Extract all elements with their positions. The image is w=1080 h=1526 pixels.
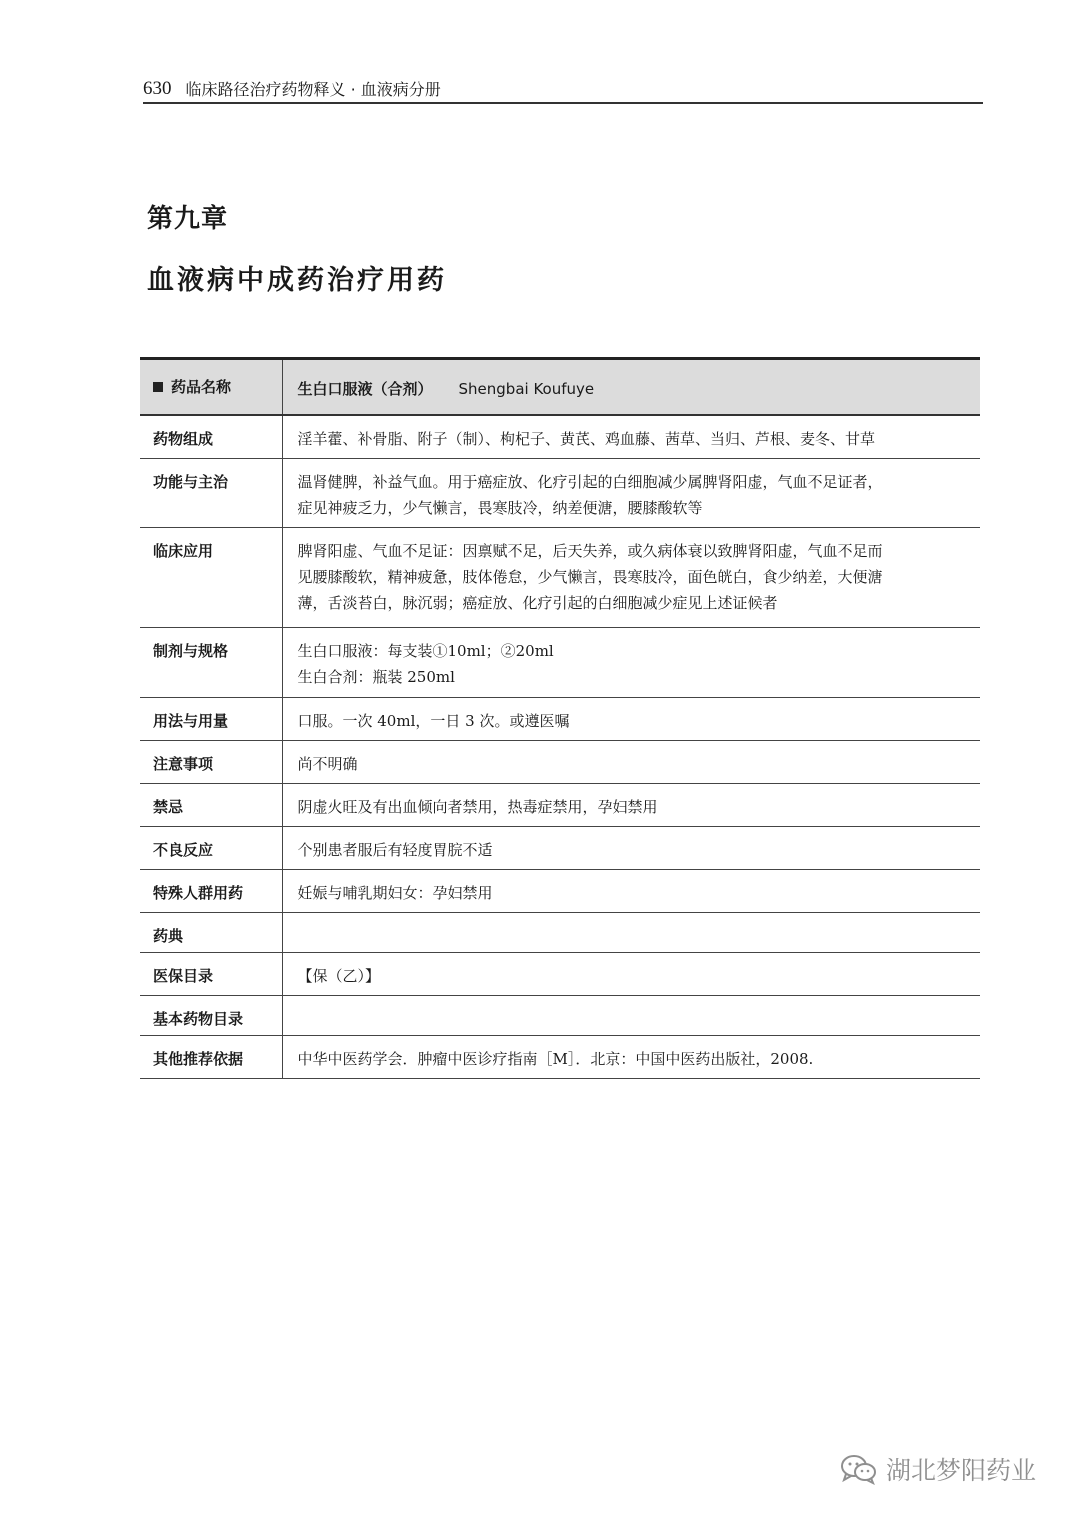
- running-head: [143, 74, 983, 104]
- row-value-line: 症见神疲乏力，少气懒言，畏寒肢冷，纳差便溏，腰膝酸软等: [297, 498, 703, 517]
- table-row-essential-drug-list: [140, 995, 980, 1035]
- table-row-clinical-use: [140, 527, 980, 627]
- row-value-line: 口服。一次 40ml，一日 3 次。或遵医嘱: [297, 711, 570, 730]
- drug-name-cn: 生白口服液（合剂）: [297, 380, 433, 398]
- row-label: 不良反应: [140, 826, 282, 869]
- row-value-line: 阴虚火旺及有出血倾向者禁用，热毒症禁用，孕妇禁用: [297, 797, 658, 816]
- row-label: 基本药物目录: [140, 995, 282, 1035]
- row-value-line: 见腰膝酸软，精神疲惫，肢体倦怠，少气懒言，畏寒肢冷，面色㿠白，食少纳差，大便溏: [297, 567, 883, 586]
- row-label: 其他推荐依据: [140, 1035, 282, 1078]
- row-label: 用法与用量: [140, 697, 282, 740]
- watermark-text: 湖北梦阳药业: [886, 1456, 1037, 1485]
- row-value: [282, 1035, 980, 1078]
- table-row-precautions: [140, 740, 980, 783]
- table-row-pharmacopoeia: [140, 912, 980, 952]
- header-label-cell: [140, 359, 282, 415]
- table-row-other-references: [140, 1035, 980, 1078]
- row-label: 注意事项: [140, 740, 282, 783]
- row-value: [282, 995, 980, 1035]
- row-label: 功能与主治: [140, 458, 282, 527]
- row-value-line: 生白口服液：每支装①10ml；②20ml: [297, 641, 554, 660]
- row-value: [282, 527, 980, 627]
- row-value-line: 脾肾阳虚、气血不足证：因禀赋不足，后天失养，或久病体衰以致脾肾阳虚，气血不足而: [297, 541, 883, 560]
- row-value-line: 温肾健脾，补益气血。用于癌症放、化疗引起的白细胞减少属脾肾阳虚，气血不足证者，: [297, 472, 883, 491]
- row-value-line: 妊娠与哺乳期妇女：孕妇禁用: [297, 883, 493, 902]
- row-value-line: 尚不明确: [297, 754, 358, 773]
- row-label: 临床应用: [140, 527, 282, 627]
- table-header-row: [140, 359, 980, 415]
- table-row-contraindications: [140, 783, 980, 826]
- row-label: 禁忌: [140, 783, 282, 826]
- row-label: 医保目录: [140, 952, 282, 995]
- table-row-usage-dosage: [140, 697, 980, 740]
- row-value: [282, 458, 980, 527]
- row-value: [282, 912, 980, 952]
- row-value-line: 中华中医药学会．肿瘤中医诊疗指南［M］．北京：中国中医药出版社，2008.: [297, 1049, 814, 1068]
- row-value: [282, 826, 980, 869]
- wechat-icon: [840, 1453, 878, 1485]
- row-value-line: 生白合剂：瓶装 250ml: [297, 667, 455, 686]
- table-row-composition: [140, 415, 980, 459]
- row-value: [282, 783, 980, 826]
- row-label: 药典: [140, 912, 282, 952]
- table-row-formulation-spec: [140, 627, 980, 697]
- table-row-insurance-catalog: [140, 952, 980, 995]
- row-value: [282, 740, 980, 783]
- row-value-line: 薄，舌淡苔白，脉沉弱；癌症放、化疗引起的白细胞减少症见上述证候者: [297, 593, 778, 612]
- row-value-line: 个别患者服后有轻度胃脘不适: [297, 840, 493, 859]
- header-value-cell: [282, 359, 980, 415]
- square-bullet-icon: [153, 382, 163, 392]
- row-value: [282, 869, 980, 912]
- row-value-line: 【保（乙）】: [297, 966, 381, 985]
- table-row-special-populations: [140, 869, 980, 912]
- table-row-function-indication: [140, 458, 980, 527]
- table-row-adverse-reactions: [140, 826, 980, 869]
- row-value: [282, 697, 980, 740]
- row-label: 药物组成: [140, 415, 282, 459]
- drug-name-pinyin: Shengbai Koufuye: [458, 380, 595, 398]
- row-label: 制剂与规格: [140, 627, 282, 697]
- row-value: [282, 952, 980, 995]
- header-label: 药品名称: [171, 378, 232, 396]
- drug-info-table: [140, 357, 980, 1079]
- row-label: 特殊人群用药: [140, 869, 282, 912]
- page-number: 630: [143, 78, 172, 99]
- book-title: 临床路径治疗药物释义 · 血液病分册: [185, 80, 441, 99]
- row-value: [282, 415, 980, 459]
- row-value-line: 淫羊藿、补骨脂、附子（制）、枸杞子、黄芪、鸡血藤、茜草、当归、芦根、麦冬、甘草: [297, 429, 876, 448]
- chapter-title: 血液病中成药治疗用药: [147, 265, 447, 296]
- row-value: [282, 627, 980, 697]
- chapter-number: 第九章: [147, 204, 229, 234]
- watermark: [840, 1447, 1036, 1491]
